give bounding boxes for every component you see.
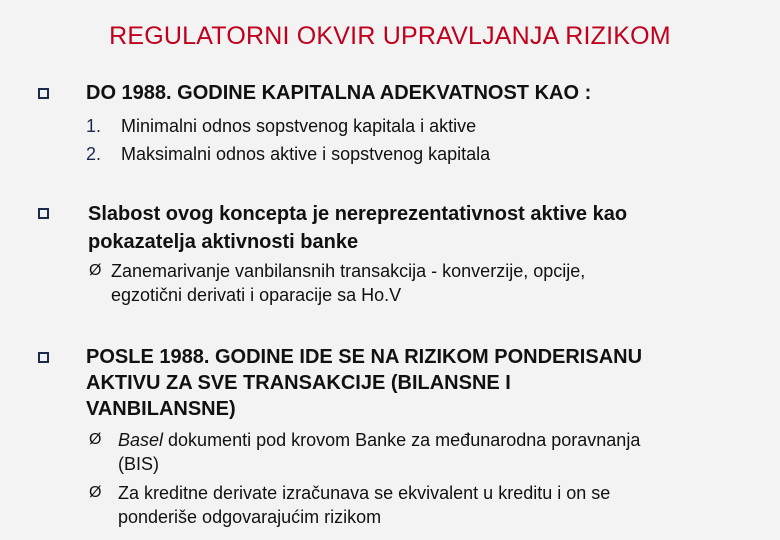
basel-rest: dokumenti pod krovom Banke za međunarodna poravnanja [163, 430, 641, 450]
list-item-1: Minimalni odnos sopstvenog kapitala i aktive [121, 116, 477, 136]
arrow-bullet-icon: Ø [89, 484, 102, 501]
arrow-bullet-icon: Ø [89, 262, 102, 279]
section1-heading: DO 1988. GODINE KAPITALNA ADEKVATNOST KAO : [86, 82, 592, 104]
list-number-2: 2. [86, 144, 102, 164]
section3-heading-line2: AKTIVU ZA SVE TRANSAKCIJE (BILANSNE I [86, 372, 511, 394]
section3-heading-line1: POSLE 1988. GODINE IDE SE NA RIZIKOM PONDERISANU [86, 346, 643, 368]
arrow-bullet-icon: Ø [89, 431, 102, 448]
section2-sub-line2: egzotični derivati i oparacije sa Ho.V [111, 285, 402, 305]
slide-title: REGULATORNI OKVIR UPRAVLJANJA RIZIKOM [109, 22, 671, 50]
list-number-1: 1. [86, 116, 102, 136]
basel-italic: Basel [118, 430, 164, 450]
section3-item1-line1 [118, 428, 640, 452]
section3-item1-line2: (BIS) [118, 454, 160, 474]
section3-heading-line3: VANBILANSNE) [86, 398, 236, 420]
section2-heading-line1: Slabost ovog koncepta je nereprezentativnost aktive kao [88, 203, 628, 225]
section3-item2-line2: ponderiše odgovarajućim rizikom [118, 507, 382, 527]
checkbox-bullet-icon [38, 88, 49, 99]
section2-sub-line1: Zanemarivanje vanbilansnih transakcija - konverzije, opcije, [111, 261, 586, 281]
section3-item2-line1: Za kreditne derivate izračunava se ekvivalent u kreditu i on se [118, 483, 611, 503]
list-item-2: Maksimalni odnos aktive i sopstvenog kapitala [121, 144, 491, 164]
section2-heading-line2: pokazatelja aktivnosti banke [88, 231, 359, 253]
checkbox-bullet-icon [38, 208, 49, 219]
checkbox-bullet-icon [38, 352, 49, 363]
